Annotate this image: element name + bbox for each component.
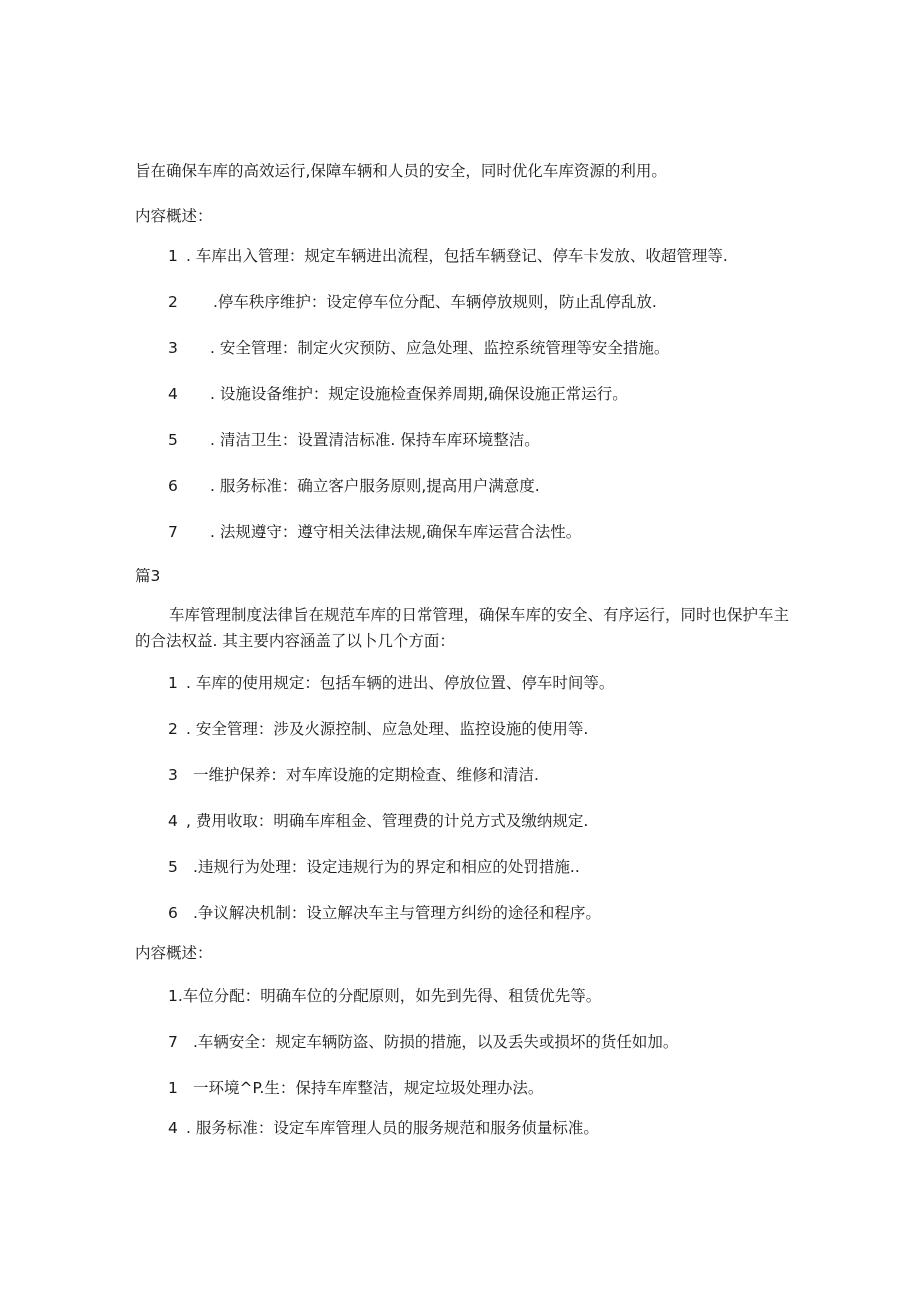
body-paragraph: 车库管理制度法律旨在规范车库的日常管理，确保车库的安全、有序运行，同时也保护车主的合法权益. 其主要内容涵盖了以卜几个方面： <box>135 606 790 650</box>
list-item: , 费用收取：明确车库租金、管理费的计兑方式及缴纳规定. <box>186 812 589 830</box>
list-item-number: 6 <box>168 477 178 495</box>
list-item-number: 4 <box>168 812 178 830</box>
section-title: 篇3 <box>135 567 161 585</box>
list-item: . 法规遵守：遵守相关法律法规,确保车库运营合法性。 <box>210 523 582 541</box>
list-item: . 清洁卫生：设置清洁标准. 保持车库环境整洁。 <box>210 431 540 449</box>
list-item: . 安全管理：制定火灾预防、应急处理、监控系统管理等安全措施。 <box>210 339 670 357</box>
list-item-number: 1 <box>168 674 178 692</box>
list-item: 一环境^P.生：保持车库整洁，规定垃圾处理办法。 <box>193 1079 544 1097</box>
list-item-number: 5 <box>168 858 178 876</box>
list-item: . 安全管理：涉及火源控制、应急处理、监控设施的使用等. <box>186 720 589 738</box>
list-item-number: 3 <box>168 766 178 784</box>
section-heading-overview-1: 内容概述： <box>135 207 213 225</box>
list-item-number: 2 <box>168 720 178 738</box>
list-item-number: 1 <box>168 1079 178 1097</box>
list-item-number: 7 <box>168 523 178 541</box>
list-item-number: 4 <box>168 1119 178 1137</box>
list-item-number: 6 <box>168 904 178 922</box>
list-item: . 车库的使用规定：包括车辆的进出、停放位置、停车时间等。 <box>186 674 615 692</box>
list-item: 1.车位分配：明确车位的分配原则，如先到先得、租赁优先等。 <box>168 987 602 1005</box>
list-item: .车辆安全：规定车辆防盗、防损的措施，以及丢失或损坏的货任如加。 <box>193 1033 679 1051</box>
list-item-number: 1 <box>168 247 178 265</box>
list-item: .违规行为处理：设定违规行为的界定和相应的处罚措施.. <box>193 858 580 876</box>
list-item-number: 4 <box>168 385 178 403</box>
list-item: . 服务标准：确立客户服务原则,提高用户满意度. <box>210 477 540 495</box>
list-item-number: 2 <box>168 293 178 311</box>
list-item: .停车秩序维护：设定停车位分配、车辆停放规则，防止乱停乱放. <box>213 293 657 311</box>
intro-text: 旨在确保车库的高效运行,保障车辆和人员的安全，同时优化车库资源的利用。 <box>135 162 667 180</box>
list-item: . 服务标准：设定车库管理人员的服务规范和服务侦量标准。 <box>186 1119 599 1137</box>
list-item: .争议解决机制：设立解决车主与管理方纠纷的途径和程序。 <box>193 904 601 922</box>
list-item: 一维护保养：对车库设施的定期检查、维修和清洁. <box>193 766 539 784</box>
list-item: . 车库出入管理：规定车辆进出流程，包括车辆登记、停车卡发放、收超管理等. <box>186 247 728 265</box>
section-heading-overview-2: 内容概述： <box>135 944 213 962</box>
list-item-number: 3 <box>168 339 178 357</box>
list-item-number: 5 <box>168 431 178 449</box>
list-item-number: 7 <box>168 1033 178 1051</box>
list-item: . 设施设备维护：规定设施检查保养周期,确保设施正常运行。 <box>210 385 628 403</box>
